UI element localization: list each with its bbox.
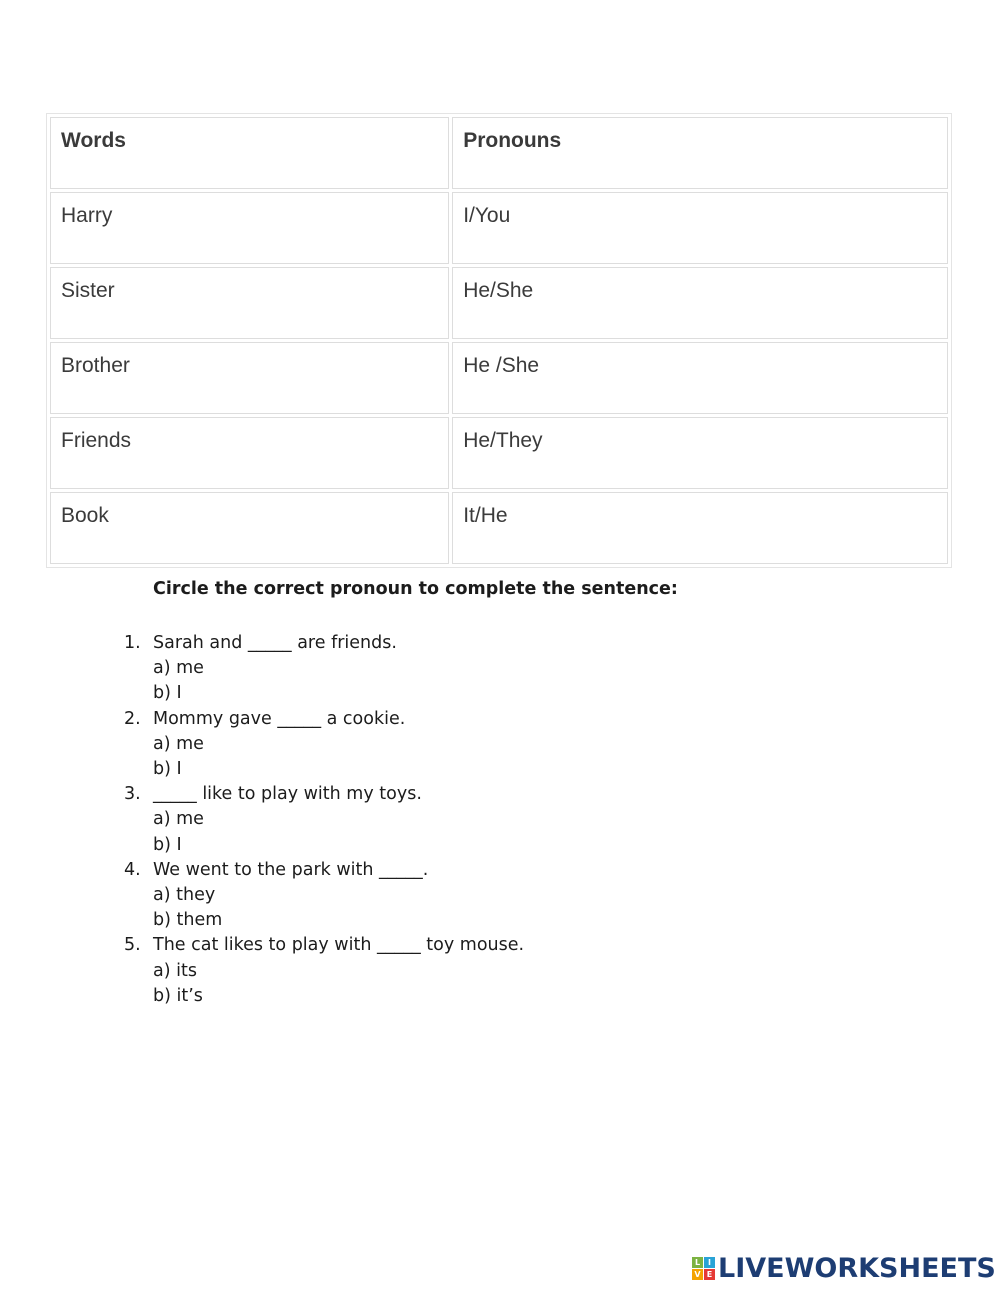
- option-b[interactable]: b) I: [153, 834, 182, 855]
- question-text: Mommy gave _____ a cookie.: [153, 708, 406, 729]
- option-a[interactable]: a) they: [153, 885, 216, 906]
- table-row: [50, 267, 948, 339]
- option-b[interactable]: b) I: [153, 759, 182, 780]
- pronoun-cell: I/You: [452, 192, 948, 264]
- logo-text: LIVEWORKSHEETS: [718, 1253, 996, 1284]
- question-item: [0, 933, 524, 1009]
- option-b[interactable]: b) them: [153, 910, 223, 931]
- option-b[interactable]: b) I: [153, 683, 182, 704]
- option-a[interactable]: a) me: [153, 809, 204, 830]
- question-text: The cat likes to play with _____ toy mouse.: [153, 935, 525, 956]
- option-b[interactable]: b) it’s: [153, 985, 203, 1006]
- word-cell: Friends: [50, 417, 449, 489]
- logo-mark-letter: L: [692, 1257, 703, 1268]
- pronoun-cell: He/She: [452, 267, 948, 339]
- question-item: [0, 782, 524, 858]
- question-text: We went to the park with _____.: [153, 859, 429, 880]
- question-number: 2.: [124, 708, 141, 729]
- question-text: Sarah and _____ are friends.: [153, 633, 397, 653]
- header-pronouns: Pronouns: [452, 117, 948, 189]
- option-a[interactable]: a) its: [153, 960, 197, 981]
- option-a[interactable]: a) me: [153, 658, 204, 679]
- header-words: Words: [50, 117, 449, 189]
- word-cell: Sister: [50, 267, 449, 339]
- question-number: 4.: [124, 859, 141, 880]
- question-number: 1.: [124, 633, 141, 653]
- liveworksheets-logo: [692, 1253, 996, 1284]
- question-list: [0, 631, 524, 1009]
- question-number: 3.: [124, 784, 141, 805]
- logo-mark-letter: I: [704, 1257, 715, 1268]
- question-number: 5.: [124, 935, 141, 956]
- pronoun-cell: He /She: [452, 342, 948, 414]
- table-row: [50, 417, 948, 489]
- question-item: [0, 707, 524, 783]
- table-row: [50, 192, 948, 264]
- instruction-text: Circle the correct pronoun to complete the sentence:: [153, 579, 678, 599]
- words-pronouns-table: [46, 113, 952, 568]
- option-a[interactable]: a) me: [153, 733, 204, 754]
- question-text: _____ like to play with my toys.: [153, 784, 422, 805]
- word-cell: Book: [50, 492, 449, 564]
- pronoun-cell: He/They: [452, 417, 948, 489]
- logo-mark-letter: V: [692, 1269, 703, 1280]
- pronoun-cell: It/He: [452, 492, 948, 564]
- question-item: [0, 858, 524, 934]
- logo-mark-icon: [692, 1257, 716, 1281]
- word-cell: Brother: [50, 342, 449, 414]
- table-row: [50, 492, 948, 564]
- word-cell: Harry: [50, 192, 449, 264]
- question-item: [0, 631, 524, 707]
- logo-mark-letter: E: [704, 1269, 715, 1280]
- table-header-row: [50, 117, 948, 189]
- table-row: [50, 342, 948, 414]
